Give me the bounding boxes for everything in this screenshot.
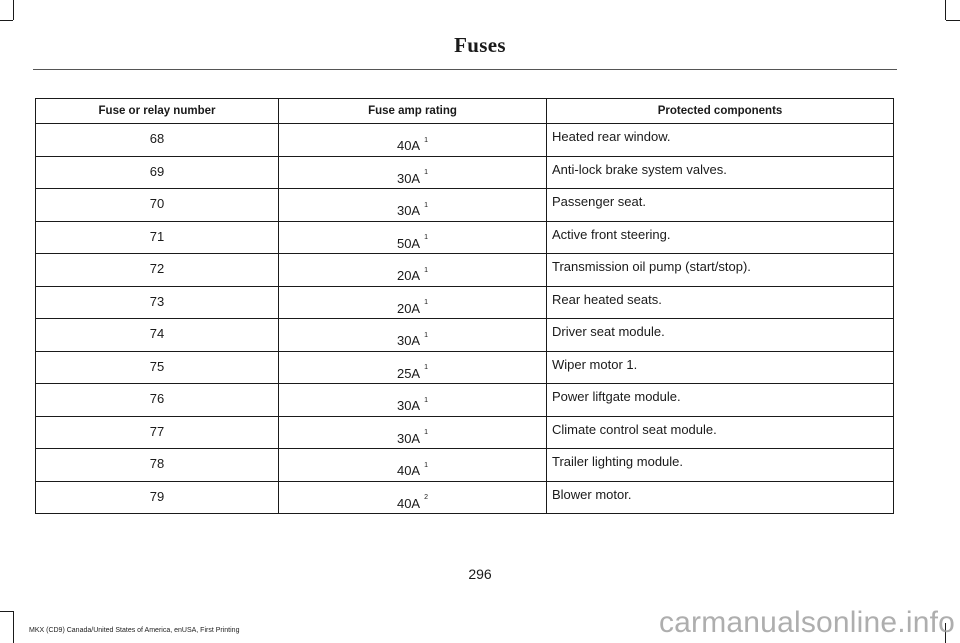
fuse-amp-value: 30A	[396, 430, 421, 446]
footnote-marker: 1	[424, 234, 429, 242]
footnote-marker: 1	[424, 364, 429, 372]
protected-component-cell: Heated rear window.	[547, 124, 894, 157]
fuse-amp-cell	[279, 449, 547, 482]
crop-mark	[0, 20, 13, 21]
fuse-amp-value: 20A	[396, 268, 421, 283]
fuse-amp-cell	[279, 351, 547, 384]
table-row	[36, 254, 894, 287]
crop-mark	[946, 20, 960, 21]
fuse-amp-value: 40A	[396, 463, 421, 478]
table-header-row	[36, 99, 894, 124]
protected-component-cell: Wiper motor 1.	[547, 351, 894, 384]
table-row	[36, 221, 894, 254]
footnote-marker: 1	[424, 461, 429, 469]
table-row	[36, 449, 894, 482]
fuse-amp-value: 30A	[396, 170, 421, 186]
footer-text: MKX (CD9) Canada/United States of America, enUSA, First Printing	[29, 627, 240, 634]
protected-component-cell: Passenger seat.	[547, 189, 894, 222]
footnote-marker: 1	[424, 201, 429, 209]
fuse-number-cell: 79	[36, 481, 279, 514]
protected-component-cell: Trailer lighting module.	[547, 449, 894, 482]
page-title: Fuses	[454, 33, 506, 57]
fuse-number-cell: 72	[36, 254, 279, 287]
table-row	[36, 124, 894, 157]
page-number: 296	[468, 566, 492, 582]
fuse-amp-cell	[279, 416, 547, 449]
fuse-number-cell: 70	[36, 189, 279, 222]
footnote-marker: 1	[424, 136, 429, 144]
table-row	[36, 416, 894, 449]
header-protected-components: Protected components	[547, 99, 894, 124]
fuse-number-cell: 75	[36, 351, 279, 384]
protected-component-cell: Blower motor.	[547, 481, 894, 514]
fuse-amp-cell	[279, 254, 547, 287]
fuse-amp-cell	[279, 319, 547, 352]
footnote-marker: 1	[424, 299, 429, 307]
fuse-number-cell: 69	[36, 156, 279, 189]
protected-component-cell: Anti-lock brake system valves.	[547, 156, 894, 189]
table-row	[36, 319, 894, 352]
crop-mark	[945, 0, 946, 20]
protected-component-cell: Active front steering.	[547, 221, 894, 254]
protected-component-cell: Rear heated seats.	[547, 286, 894, 319]
footnote-marker: 1	[424, 429, 429, 437]
fuse-amp-value: 40A	[396, 495, 421, 511]
fuse-amp-value: 30A	[396, 203, 421, 218]
fuse-table	[35, 98, 894, 514]
fuse-amp-cell	[279, 286, 547, 319]
fuse-amp-value: 30A	[396, 398, 421, 413]
footnote-marker: 1	[424, 396, 429, 404]
protected-component-cell: Driver seat module.	[547, 319, 894, 352]
table-body	[36, 124, 894, 514]
table-row	[36, 286, 894, 319]
protected-component-cell: Climate control seat module.	[547, 416, 894, 449]
crop-mark	[13, 611, 14, 643]
crop-mark	[13, 0, 14, 20]
fuse-number-cell: 78	[36, 449, 279, 482]
fuse-amp-value: 25A	[396, 365, 421, 381]
fuse-number-cell: 74	[36, 319, 279, 352]
table-row	[36, 189, 894, 222]
fuse-amp-cell	[279, 124, 547, 157]
fuse-number-cell: 73	[36, 286, 279, 319]
footnote-marker: 1	[424, 331, 429, 339]
protected-component-cell: Transmission oil pump (start/stop).	[547, 254, 894, 287]
crop-mark	[0, 611, 13, 612]
fuse-amp-cell	[279, 384, 547, 417]
fuse-number-cell: 71	[36, 221, 279, 254]
footnote-marker: 1	[424, 169, 429, 177]
fuse-amp-value: 40A	[396, 138, 421, 153]
fuse-amp-value: 50A	[396, 235, 421, 251]
fuse-amp-value: 30A	[396, 333, 421, 348]
fuse-amp-value: 20A	[396, 300, 421, 316]
table-row	[36, 384, 894, 417]
fuse-number-cell: 76	[36, 384, 279, 417]
footnote-marker: 2	[424, 494, 429, 502]
table-row	[36, 481, 894, 514]
header-fuse-number: Fuse or relay number	[36, 99, 279, 124]
watermark: carmanualsonline.info	[658, 606, 955, 639]
fuse-amp-cell	[279, 156, 547, 189]
table-row	[36, 156, 894, 189]
fuse-amp-cell	[279, 221, 547, 254]
fuse-number-cell: 77	[36, 416, 279, 449]
footnote-marker: 1	[424, 266, 429, 274]
protected-component-cell: Power liftgate module.	[547, 384, 894, 417]
table-row	[36, 351, 894, 384]
header-amp-rating: Fuse amp rating	[279, 99, 547, 124]
fuse-amp-cell	[279, 189, 547, 222]
title-rule	[33, 69, 897, 70]
fuse-number-cell: 68	[36, 124, 279, 157]
fuse-amp-cell	[279, 481, 547, 514]
